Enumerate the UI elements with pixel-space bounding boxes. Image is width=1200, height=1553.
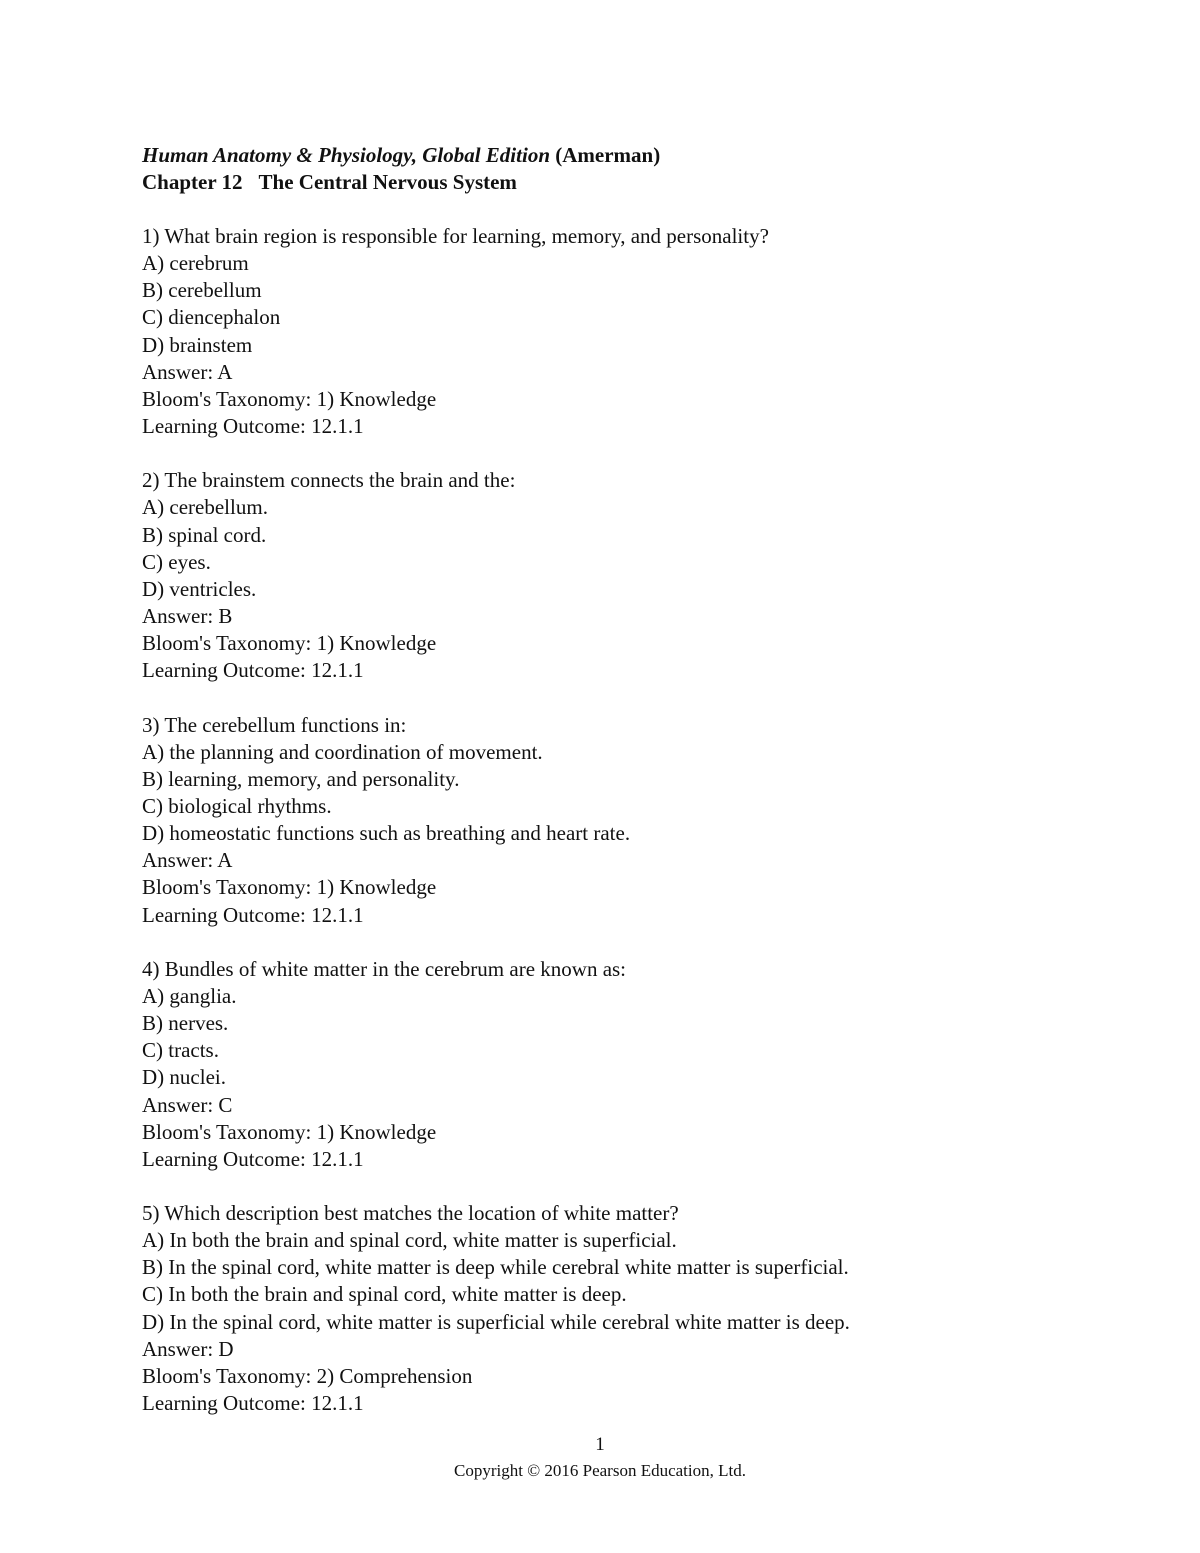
page-number: 1 [595,1434,605,1455]
option-c: C) tracts. [142,1038,219,1063]
option-d: D) ventricles. [142,576,257,601]
question-5 [142,1200,1102,1417]
option-b: B) cerebellum [142,278,262,303]
option-c: C) diencephalon [142,305,281,330]
learning-outcome: Learning Outcome: 12.1.1 [142,414,364,439]
question-4 [142,956,1102,1173]
option-c: C) In both the brain and spinal cord, white matter is deep. [142,1282,627,1307]
blooms-taxonomy: Bloom's Taxonomy: 1) Knowledge [142,631,437,656]
question-stem: 1) What brain region is responsible for learning, memory, and personality? [142,224,769,248]
answer: Answer: D [142,1336,234,1361]
option-a: A) cerebellum. [142,495,268,520]
option-d: D) homeostatic functions such as breathing and heart rate. [142,821,631,846]
option-a: A) In both the brain and spinal cord, white matter is superficial. [142,1228,677,1253]
option-b: B) nerves. [142,1011,229,1036]
option-a: A) cerebrum [142,251,249,276]
question-stem: 3) The cerebellum functions in: [142,712,407,737]
author: (Amerman) [555,143,661,167]
option-d: D) nuclei. [142,1065,226,1090]
learning-outcome: Learning Outcome: 12.1.1 [142,1146,364,1171]
learning-outcome: Learning Outcome: 12.1.1 [142,658,364,683]
chapter-label: Chapter 12 [142,170,243,194]
option-c: C) biological rhythms. [142,793,332,818]
option-a: A) the planning and coordination of movement. [142,739,543,764]
option-d: D) In the spinal cord, white matter is superficial while cerebral white matter is deep. [142,1309,850,1334]
book-title-line [142,142,1102,169]
answer: Answer: C [142,1092,233,1117]
learning-outcome: Learning Outcome: 12.1.1 [142,902,364,927]
document-header [142,142,1102,196]
option-a: A) ganglia. [142,983,237,1008]
question-2 [142,467,1102,684]
copyright-notice: Copyright © 2016 Pearson Education, Ltd. [454,1461,746,1480]
chapter-title: The Central Nervous System [258,170,517,194]
option-b: B) spinal cord. [142,522,267,547]
learning-outcome: Learning Outcome: 12.1.1 [142,1391,364,1416]
blooms-taxonomy: Bloom's Taxonomy: 1) Knowledge [142,386,437,411]
blooms-taxonomy: Bloom's Taxonomy: 2) Comprehension [142,1363,473,1388]
blooms-taxonomy: Bloom's Taxonomy: 1) Knowledge [142,875,437,900]
question-stem: 4) Bundles of white matter in the cerebrum are known as: [142,956,627,981]
page-body [142,142,1102,1444]
answer: Answer: A [142,359,233,384]
chapter-heading [142,169,1102,196]
answer: Answer: A [142,848,233,873]
blooms-taxonomy: Bloom's Taxonomy: 1) Knowledge [142,1119,437,1144]
question-stem: 5) Which description best matches the location of white matter? [142,1201,679,1225]
question-1 [142,223,1102,440]
book-title: Human Anatomy & Physiology, Global Edition [142,143,550,167]
question-3 [142,712,1102,929]
question-stem: 2) The brainstem connects the brain and the: [142,468,516,493]
answer: Answer: B [142,604,233,629]
option-c: C) eyes. [142,549,211,574]
option-b: B) learning, memory, and personality. [142,766,460,791]
option-d: D) brainstem [142,332,253,357]
option-b: B) In the spinal cord, white matter is deep while cerebral white matter is superficial. [142,1255,849,1280]
question-list [142,223,1102,1417]
